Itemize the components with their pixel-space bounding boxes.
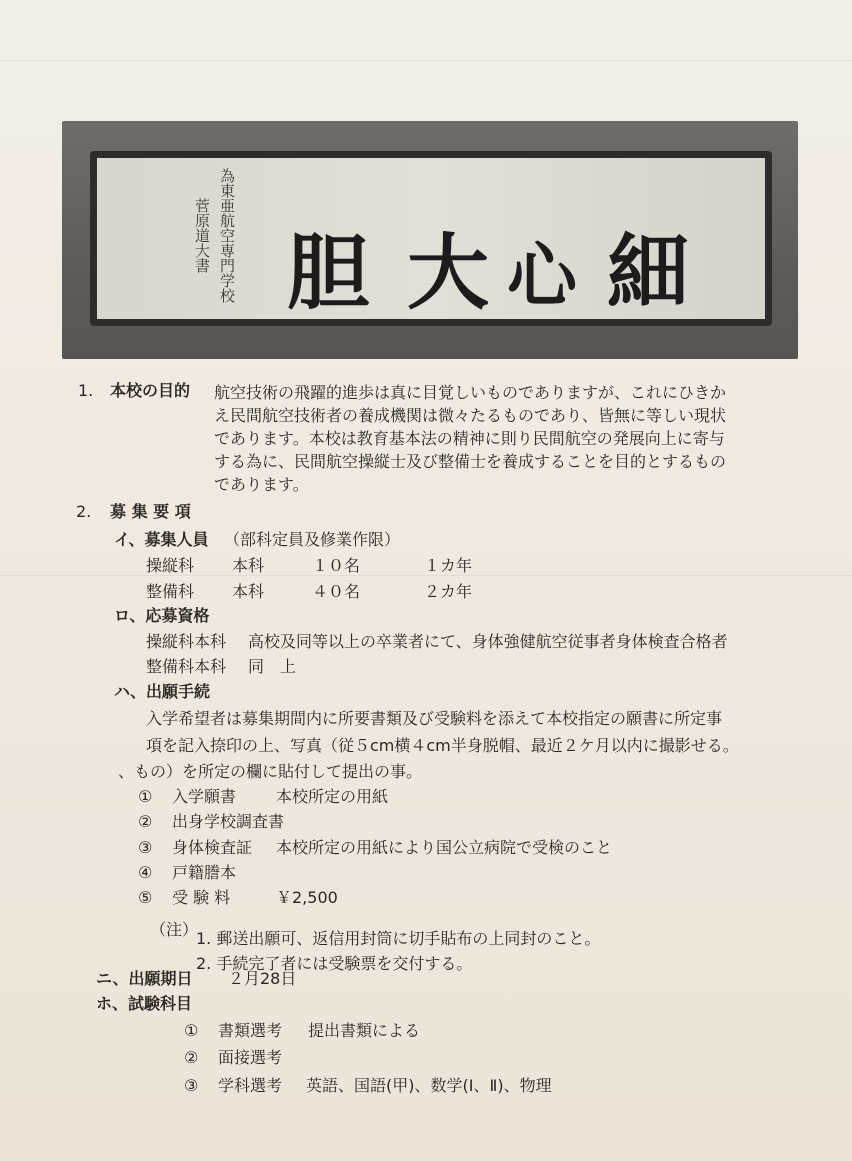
calligraphy-signature-line: 菅原道大書 <box>193 198 211 273</box>
list-number: ② <box>184 1048 199 1067</box>
table-cell: ４０名 <box>312 582 361 601</box>
body-line: え民間航空技術者の養成機関は微々たるものであり、皆無に等しい現状 <box>214 406 727 425</box>
list-item-name: 出身学校調査書 <box>172 812 285 831</box>
calligraphy-frame <box>90 151 772 326</box>
subsection-value: ２月28日 <box>228 969 297 988</box>
calligraphy-signature-line: 為東亜航空専門学校 <box>218 168 236 303</box>
calligraphy-photo <box>62 121 798 359</box>
paper-fold-line <box>0 60 852 61</box>
calligraphy-character: 心 <box>507 234 577 317</box>
list-number: ① <box>184 1021 199 1040</box>
table-cell: 整備科本科 <box>146 657 227 676</box>
body-line: 航空技術の飛躍的進歩は真に目覚しいものでありますが、これにひきか <box>214 383 727 402</box>
table-cell: 同 上 <box>248 657 297 676</box>
note-line: 2. 手続完了者には受験票を交付する。 <box>196 954 473 973</box>
body-line: 、もの）を所定の欄に貼付して提出の事。 <box>118 762 423 781</box>
body-line: 項を記入捺印の上、写真（従５cm横４cm半身脱帽、最近２ケ月以内に撮影せる。 <box>146 736 739 755</box>
section-number: 1. <box>78 381 94 400</box>
section-heading: 本校の目的 <box>110 381 191 400</box>
subsection-heading: ニ、出願期日 <box>96 969 193 988</box>
list-item-detail: 本校所定の用紙により国公立病院で受検のこと <box>276 838 613 857</box>
calligraphy-paper <box>97 158 765 319</box>
table-cell: 操縦科本科 <box>146 632 227 651</box>
list-number: ⑤ <box>138 888 153 907</box>
subsection-heading: イ、募集人員 <box>114 530 209 549</box>
table-cell: １０名 <box>312 556 361 575</box>
list-item-name: 入学願書 <box>172 787 237 806</box>
section-heading: 募 集 要 項 <box>110 502 191 521</box>
table-cell: 高校及同等以上の卒業者にて、身体強健航空従事者身体検査合格者 <box>248 632 728 651</box>
table-cell: 整備科 <box>146 582 195 601</box>
list-number: ② <box>138 812 153 831</box>
body-line: 入学希望者は募集期間内に所要書類及び受験料を添えて本校指定の願書に所定事 <box>146 709 723 728</box>
list-number: ① <box>138 787 153 806</box>
list-item-detail: 英語、国語(甲)、数学(Ⅰ、Ⅱ)、物理 <box>306 1076 552 1095</box>
list-item-name: 戸籍謄本 <box>172 863 237 882</box>
list-item-name: 受 験 料 <box>172 888 231 907</box>
subsection-note: （部科定員及修業作限） <box>224 530 401 549</box>
calligraphy-character: 大 <box>407 225 490 321</box>
list-item-detail: ￥2,500 <box>276 888 338 907</box>
list-item-detail: 提出書類による <box>308 1021 421 1040</box>
section-body <box>214 381 794 496</box>
list-item-name: 書類選考 <box>218 1021 283 1040</box>
calligraphy-character: 胆 <box>287 225 370 321</box>
list-item-name: 身体検査証 <box>172 838 253 857</box>
table-cell: 本科 <box>232 556 265 575</box>
list-number: ③ <box>138 838 153 857</box>
list-item-detail: 本校所定の用紙 <box>276 787 389 806</box>
list-number: ④ <box>138 863 153 882</box>
table-cell: 操縦科 <box>146 556 195 575</box>
note-line: 1. 郵送出願可、返信用封筒に切手貼布の上同封のこと。 <box>196 929 601 948</box>
list-item-name: 学科選考 <box>218 1076 283 1095</box>
table-cell: １カ年 <box>424 556 473 575</box>
calligraphy-character: 細 <box>607 225 690 321</box>
subsection-heading: ハ、出願手続 <box>114 682 211 701</box>
note-label: （注） <box>150 920 199 939</box>
list-number: ③ <box>184 1076 199 1095</box>
table-cell: 本科 <box>232 582 265 601</box>
body-line: する為に、民間航空操縦士及び整備士を養成することを目的とするもの <box>214 452 727 471</box>
table-cell: ２カ年 <box>424 582 473 601</box>
section-number: 2. <box>76 502 92 521</box>
subsection-heading: ホ、試験科目 <box>96 994 193 1013</box>
list-item-name: 面接選考 <box>218 1048 283 1067</box>
subsection-heading: ロ、応募資格 <box>114 606 210 625</box>
body-line: であります。 <box>214 475 309 494</box>
body-line: であります。本校は教育基本法の精神に則り民間航空の発展向上に寄与 <box>214 429 725 448</box>
